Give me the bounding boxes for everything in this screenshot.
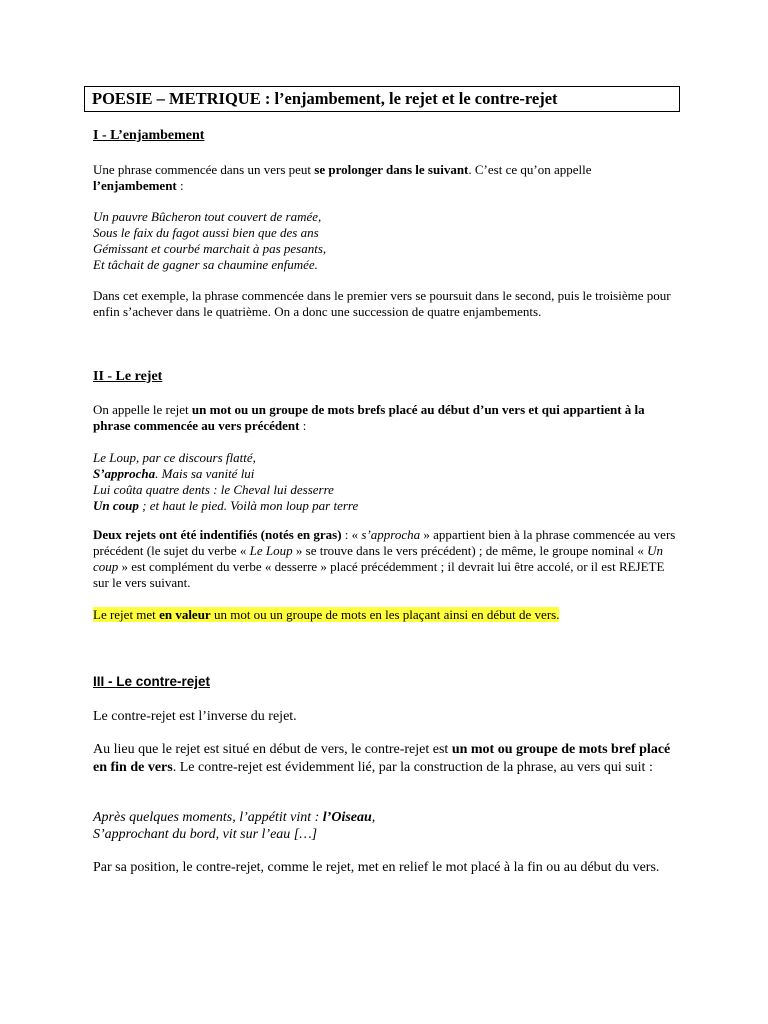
analysis-text: » est complément du verbe « desserre » placé précédemment ; il devrait lui être accolé, or il est REJETE sur le vers suivant. [93,559,665,590]
verse-line: Un pauvre Bûcheron tout couvert de ramée, [93,209,322,224]
intro-text: . C’est ce qu’on appelle [468,162,592,177]
contre-rejet-definition: Le contre-rejet est l’inverse du rejet. [93,709,297,724]
rejet-word: Un coup [93,498,139,513]
highlight-text: Le rejet met [93,607,160,622]
rejet-intro [93,402,683,434]
explanation-text: . Le contre-rejet est évidemment lié, par la construction de la phrase, au vers qui suit : [172,760,653,775]
verse-text: Après quelques moments, l’appétit vint : [93,810,323,825]
analysis-text: » se trouve dans le vers précédent) ; de même, le groupe nominal « [292,543,648,558]
intro-text: : [299,418,307,433]
contre-rejet-word: l’Oiseau [322,810,372,825]
verse-line: Et tâchait de gagner sa chaumine enfumée. [93,257,318,272]
section-heading-rejet: II - Le rejet [93,369,163,384]
poem-bucheron [93,209,326,273]
explanation-text: Au lieu que le rejet est situé en début de vers, le contre-rejet est [93,742,452,757]
verse-line: Le Loup, par ce discours flatté, [93,450,256,465]
intro-bold: se prolonger dans le suivant [314,162,469,177]
intro-bold: l’enjambement [93,178,177,193]
rejet-analysis [93,527,683,591]
intro-text: On appelle le rejet [93,402,192,417]
page-title: POESIE – METRIQUE : l’enjambement, le rejet et le contre-rejet [84,86,680,112]
verse-text: ; et haut le pied. Voilà mon loup par terre [138,498,359,513]
verse-line: Gémissant et courbé marchait à pas pesants, [93,241,327,256]
analysis-bold: Deux rejets ont été indentifiés (notés en gras) [93,527,342,542]
verse-text: , [371,810,376,825]
enjambement-explanation: Dans cet exemple, la phrase commencée dans le premier vers se poursuit dans le second, puis le troisième pour enfin s’achever dans le quatrième. On a donc une succession de quatre enjambements. [93,288,671,319]
verse-line: S’approchant du bord, vit sur l’eau […] [93,827,318,842]
rejet-word: S’approcha [93,466,156,481]
intro-text: Une phrase commencée dans un vers peut [93,162,315,177]
highlight-text: un mot ou un groupe de mots en les plaçant ainsi en début de vers. [210,607,560,622]
verse-line [93,466,358,482]
highlight-bold: en valeur [159,607,211,622]
intro-text: : [176,178,184,193]
section-heading-contre-rejet: III - Le contre-rejet [93,674,211,689]
explanation-bold: un mot ou groupe de mots bref placé en fin de vers [93,742,671,775]
rejet-highlight [93,607,683,623]
intro-bold: un mot ou un groupe de mots brefs placé au début d’un vers et qui appartient à la phrase commencée au vers précédent [93,402,645,433]
analysis-text: : « [341,527,362,542]
analysis-italic: s’approcha [361,527,421,542]
verse-text: . Mais sa vanité lui [155,466,255,481]
contre-rejet-conclusion: Par sa position, le contre-rejet, comme le rejet, met en relief le mot placé à la fin ou au début du vers. [93,860,660,875]
contre-rejet-explanation [93,741,683,777]
section-heading-enjambement: I - L’enjambement [93,128,205,143]
verse-line [93,498,358,514]
poem-loup [93,450,358,514]
enjambement-intro [93,162,683,194]
verse-line [93,809,375,826]
verse-line: Sous le faix du fagot aussi bien que des ans [93,225,319,240]
analysis-italic: Un coup [93,543,664,574]
poem-oiseau [93,809,375,843]
verse-line: Lui coûta quatre dents : le Cheval lui desserre [93,482,334,497]
analysis-text: » appartient bien à la phrase commencée au vers précédent (le sujet du verbe « [93,527,676,558]
analysis-italic: Le Loup [249,543,293,558]
